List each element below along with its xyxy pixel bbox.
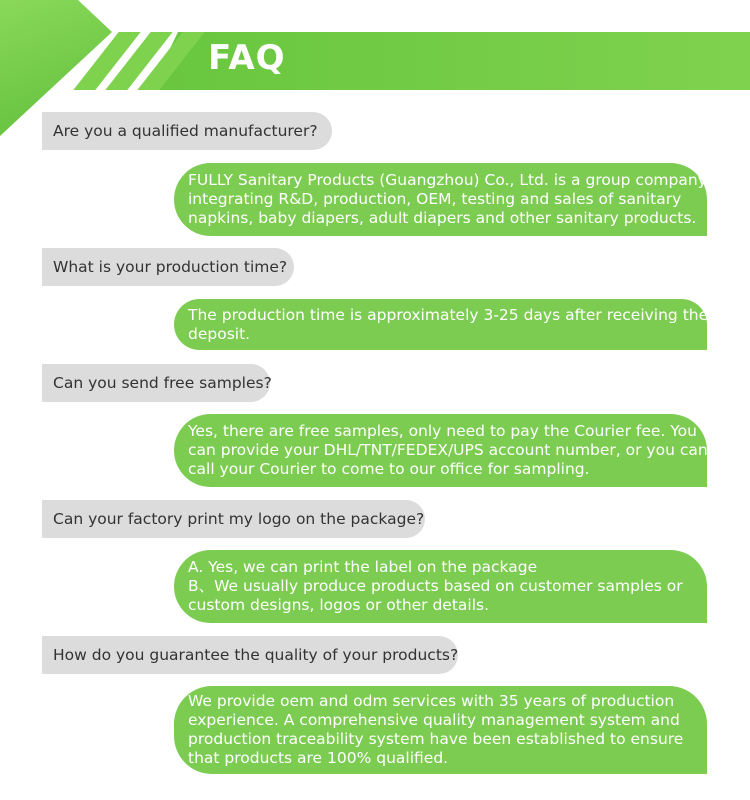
- answer-line: experience. A comprehensive quality management system and: [188, 711, 680, 729]
- answer-line: The production time is approximately 3-25 days after receiving the: [188, 305, 709, 324]
- answer-line: deposit.: [188, 324, 251, 343]
- answer-line: that products are 100% qualified.: [188, 749, 449, 767]
- faq-question: Can you send free samples?: [42, 364, 270, 402]
- answer-line: production traceability system have been established to ensure: [188, 730, 684, 748]
- faq-question: What is your production time?: [42, 248, 294, 286]
- faq-question: How do you guarantee the quality of your products?: [42, 636, 458, 674]
- answer-line: call your Courier to come to our office for sampling.: [188, 460, 590, 478]
- page-title: FAQ: [208, 38, 286, 78]
- answer-line: FULLY Sanitary Products (Guangzhou) Co., Ltd. is a group company: [188, 171, 707, 189]
- answer-line: Yes, there are free samples, only need to pay the Courier fee. You: [188, 422, 697, 440]
- answer-line: napkins, baby diapers, adult diapers and other sanitary products.: [188, 209, 697, 227]
- faq-answer: [174, 414, 707, 487]
- faq-question: Can your factory print my logo on the package?: [42, 500, 425, 538]
- faq-answer: [174, 299, 707, 350]
- answer-line: can provide your DHL/TNT/FEDEX/UPS account number, or you can: [188, 441, 708, 459]
- faq-question: Are you a qualified manufacturer?: [42, 112, 332, 150]
- faq-answer: [174, 550, 707, 623]
- faq-answer: [174, 163, 707, 236]
- answer-line: custom designs, logos or other details.: [188, 596, 490, 614]
- answer-line: B、We usually produce products based on customer samples or: [188, 577, 683, 595]
- faq-answer: [174, 686, 707, 774]
- answer-line: A. Yes, we can print the label on the package: [188, 558, 538, 576]
- answer-line: integrating R&D, production, OEM, testing and sales of sanitary: [188, 190, 682, 208]
- answer-line: We provide oem and odm services with 35 years of production: [188, 692, 675, 710]
